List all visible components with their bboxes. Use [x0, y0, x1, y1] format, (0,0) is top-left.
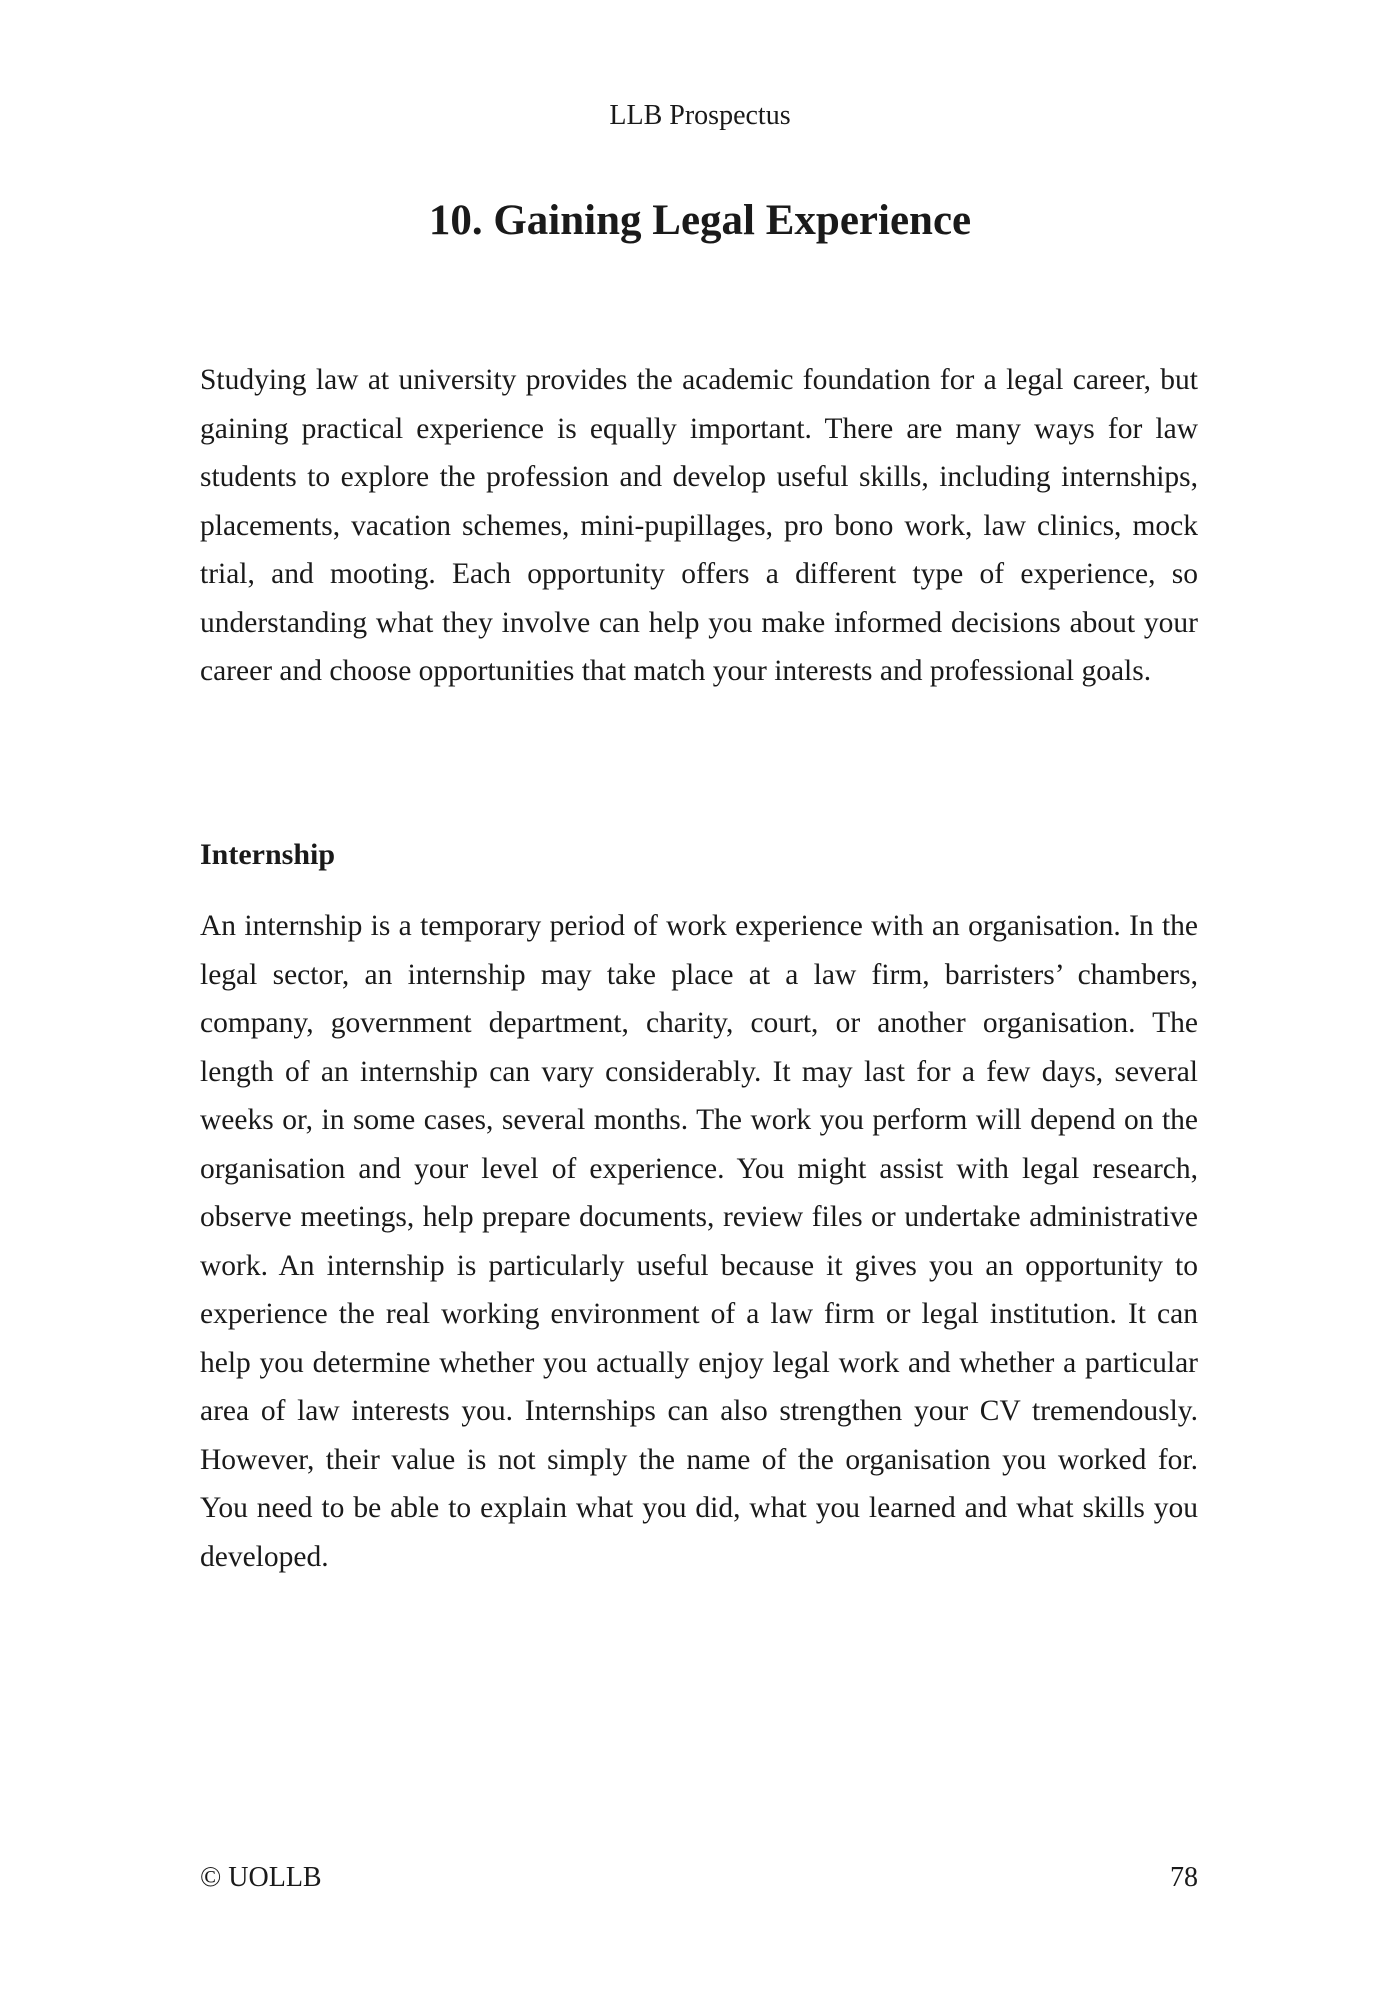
footer-copyright: © UOLLB [200, 1862, 322, 1893]
internship-paragraph: An internship is a temporary period of work experience with an organisation. In the legal sector, an internship may take place at a law firm, barristers’ chambers, company, government department, charity, court, or another organisation. The length of an internship can vary considerably. It may last for a few days, several weeks or, in some cases, several months. The work you perform will depend on the organisation and your level of experience. You might assist with legal research, observe meetings, help prepare documents, review files or undertake administrative work. An internship is particularly useful because it gives you an opportunity to experience the real working environment of a law firm or legal institution. It can help you determine whether you actually enjoy legal work and whether a particular area of law interests you. Internships can also strengthen your CV tremendously. However, their value is not simply the name of the organisation you worked for. You need to be able to explain what you did, what you learned and what skills you developed. [200, 910, 1198, 1573]
intro-section [200, 356, 1198, 696]
chapter-title: 10. Gaining Legal Experience [428, 197, 972, 244]
internship-section [200, 902, 1198, 1581]
intro-paragraph: Studying law at university provides the academic foundation for a legal career, but gaining practical experience is equally important. There are many ways for law students to explore the profession and develop useful skills, including internships, placements, vacation schemes, mini-pupillages, pro bono work, law clinics, mock trial, and mooting. Each opportunity offers a different type of experience, so understanding what they involve can help you make informed decisions about your career and choose opportunities that match your interests and professional goals. [200, 364, 1198, 687]
running-header: LLB Prospectus [609, 100, 791, 131]
section-heading-internship: Internship [200, 838, 336, 871]
page-number: 78 [1170, 1862, 1198, 1893]
